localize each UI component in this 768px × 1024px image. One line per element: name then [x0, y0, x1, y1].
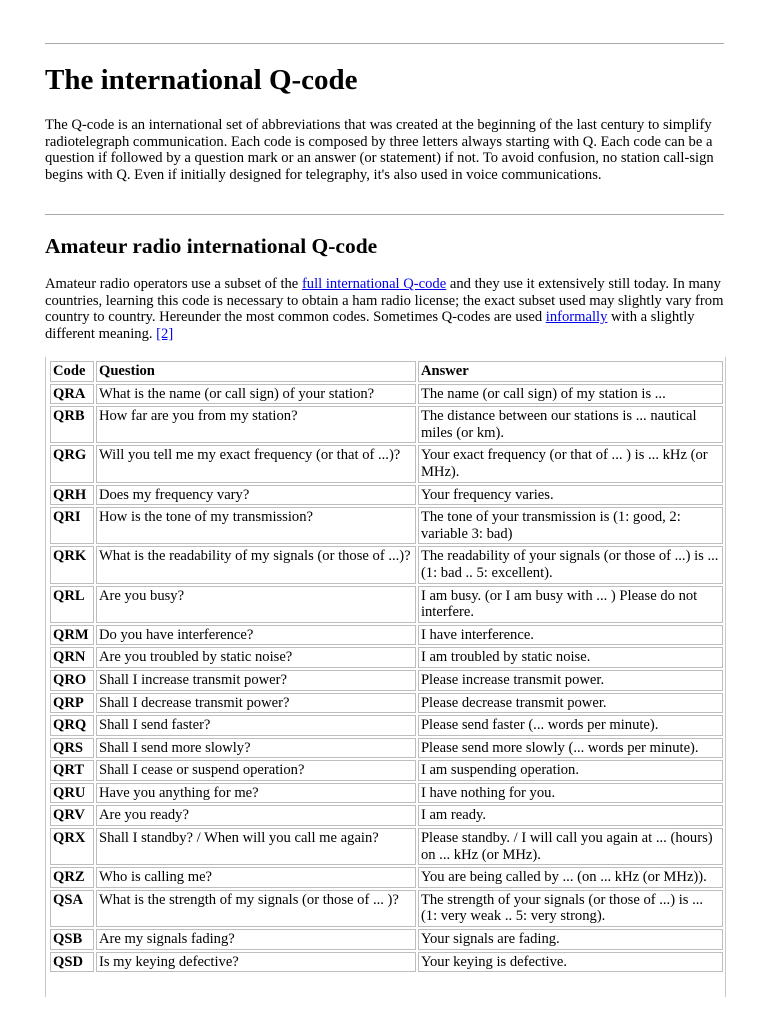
- row-code: QSA: [50, 890, 94, 927]
- row-code: QRL: [50, 586, 94, 623]
- q-code-table: [48, 359, 725, 974]
- row-answer: Please decrease transmit power.: [418, 693, 723, 714]
- table-row: [50, 693, 723, 714]
- row-answer: The strength of your signals (or those of ...) is ... (1: very weak .. 5: very strong).: [418, 890, 723, 927]
- header-code: Code: [50, 361, 94, 382]
- row-question: Are you busy?: [96, 586, 416, 623]
- full-q-code-link[interactable]: full international Q-code: [301, 276, 447, 292]
- table-body: [50, 384, 723, 973]
- section-title: Amateur radio international Q-code: [45, 234, 378, 258]
- amateur-paragraph: [45, 276, 727, 342]
- q-code-table-container: [45, 357, 726, 997]
- row-question: Shall I standby? / When will you call me again?: [96, 828, 416, 865]
- table-row: [50, 647, 723, 668]
- row-code: QSB: [50, 929, 94, 950]
- row-question: What is the strength of my signals (or those of ... )?: [96, 890, 416, 927]
- header-question: Question: [96, 361, 416, 382]
- row-question: Shall I send faster?: [96, 715, 416, 736]
- row-code: QSD: [50, 952, 94, 973]
- table-row: [50, 406, 723, 443]
- row-question: Shall I increase transmit power?: [96, 670, 416, 691]
- table-row: [50, 738, 723, 759]
- row-answer: Your frequency varies.: [418, 485, 723, 506]
- table-row: [50, 625, 723, 646]
- informally-link[interactable]: informally: [545, 309, 608, 326]
- table-row: [50, 507, 723, 544]
- table-row: [50, 485, 723, 506]
- table-row: [50, 384, 723, 405]
- table-row: [50, 890, 723, 927]
- header-answer: Answer: [418, 361, 723, 382]
- row-code: QRS: [50, 738, 94, 759]
- row-code: QRN: [50, 647, 94, 668]
- table-row: [50, 952, 723, 973]
- table-row: [50, 783, 723, 804]
- row-question: Are my signals fading?: [96, 929, 416, 950]
- table-row: [50, 586, 723, 623]
- row-code: QRK: [50, 546, 94, 583]
- row-code: QRO: [50, 670, 94, 691]
- amateur-text-2: and they use it extensively still today. In many countries, learning this code is necessary to obtain a ham radio license; the exact subset used may slightly vary from country to country. Hereunder the most common codes. Sometimes Q-codes are used: [45, 276, 724, 326]
- row-answer: Your keying is defective.: [418, 952, 723, 973]
- row-answer: I am busy. (or I am busy with ... ) Please do not interfere.: [418, 586, 723, 623]
- row-code: QRA: [50, 384, 94, 405]
- row-question: Is my keying defective?: [96, 952, 416, 973]
- table-row: [50, 670, 723, 691]
- table-row: [50, 805, 723, 826]
- row-question: Does my frequency vary?: [96, 485, 416, 506]
- table-row: [50, 445, 723, 482]
- row-code: QRQ: [50, 715, 94, 736]
- row-code: QRV: [50, 805, 94, 826]
- page-title: The international Q-code: [45, 64, 358, 96]
- top-divider: [45, 43, 724, 44]
- table-row: [50, 929, 723, 950]
- row-code: QRB: [50, 406, 94, 443]
- row-answer: I am troubled by static noise.: [418, 647, 723, 668]
- table-row: [50, 715, 723, 736]
- table-row: [50, 760, 723, 781]
- table-row: [50, 546, 723, 583]
- row-answer: The name (or call sign) of my station is ...: [418, 384, 723, 405]
- row-question: Shall I cease or suspend operation?: [96, 760, 416, 781]
- row-code: QRZ: [50, 867, 94, 888]
- table-header-row: [50, 361, 723, 382]
- row-question: What is the readability of my signals (or those of ...)?: [96, 546, 416, 583]
- row-question: How far are you from my station?: [96, 406, 416, 443]
- row-code: QRX: [50, 828, 94, 865]
- row-answer: Please increase transmit power.: [418, 670, 723, 691]
- amateur-text-3: with a slightly different meaning.: [45, 309, 695, 342]
- row-code: QRG: [50, 445, 94, 482]
- row-answer: You are being called by ... (on ... kHz (or MHz)).: [418, 867, 723, 888]
- row-answer: Please send more slowly (... words per minute).: [418, 738, 723, 759]
- row-answer: I have interference.: [418, 625, 723, 646]
- row-code: QRM: [50, 625, 94, 646]
- row-answer: I am suspending operation.: [418, 760, 723, 781]
- row-question: Have you anything for me?: [96, 783, 416, 804]
- row-answer: The readability of your signals (or those of ...) is ... (1: bad .. 5: excellent).: [418, 546, 723, 583]
- row-question: How is the tone of my transmission?: [96, 507, 416, 544]
- row-code: QRI: [50, 507, 94, 544]
- row-question: Shall I send more slowly?: [96, 738, 416, 759]
- row-answer: Your exact frequency (or that of ... ) is ... kHz (or MHz).: [418, 445, 723, 482]
- row-question: Are you ready?: [96, 805, 416, 826]
- reference-link[interactable]: [2]: [156, 325, 174, 342]
- row-answer: I am ready.: [418, 805, 723, 826]
- row-question: Will you tell me my exact frequency (or that of ...)?: [96, 445, 416, 482]
- row-code: QRH: [50, 485, 94, 506]
- table-row: [50, 867, 723, 888]
- intro-paragraph: The Q-code is an international set of abbreviations that was created at the beginning of the last century to simplify radiotelegraph communication. Each code is composed by three letters always starting with Q. Each code can be a question if followed by a question mark or an answer (or statement) if not. To avoid confusion, no station call-sign begins with Q. Even if initially designed for telegraphy, it's also used in voice communications.: [45, 117, 714, 183]
- table-row: [50, 828, 723, 865]
- row-code: QRP: [50, 693, 94, 714]
- row-code: QRU: [50, 783, 94, 804]
- section-divider: [45, 214, 724, 215]
- row-question: Who is calling me?: [96, 867, 416, 888]
- row-answer: The tone of your transmission is (1: good, 2: variable 3: bad): [418, 507, 723, 544]
- row-answer: The distance between our stations is ... nautical miles (or km).: [418, 406, 723, 443]
- row-question: Are you troubled by static noise?: [96, 647, 416, 668]
- amateur-text-1: Amateur radio operators use a subset of the: [45, 276, 302, 292]
- row-answer: I have nothing for you.: [418, 783, 723, 804]
- row-code: QRT: [50, 760, 94, 781]
- row-question: What is the name (or call sign) of your station?: [96, 384, 416, 405]
- row-answer: Your signals are fading.: [418, 929, 723, 950]
- row-question: Shall I decrease transmit power?: [96, 693, 416, 714]
- row-answer: Please send faster (... words per minute).: [418, 715, 723, 736]
- row-answer: Please standby. / I will call you again at ... (hours) on ... kHz (or MHz).: [418, 828, 723, 865]
- row-question: Do you have interference?: [96, 625, 416, 646]
